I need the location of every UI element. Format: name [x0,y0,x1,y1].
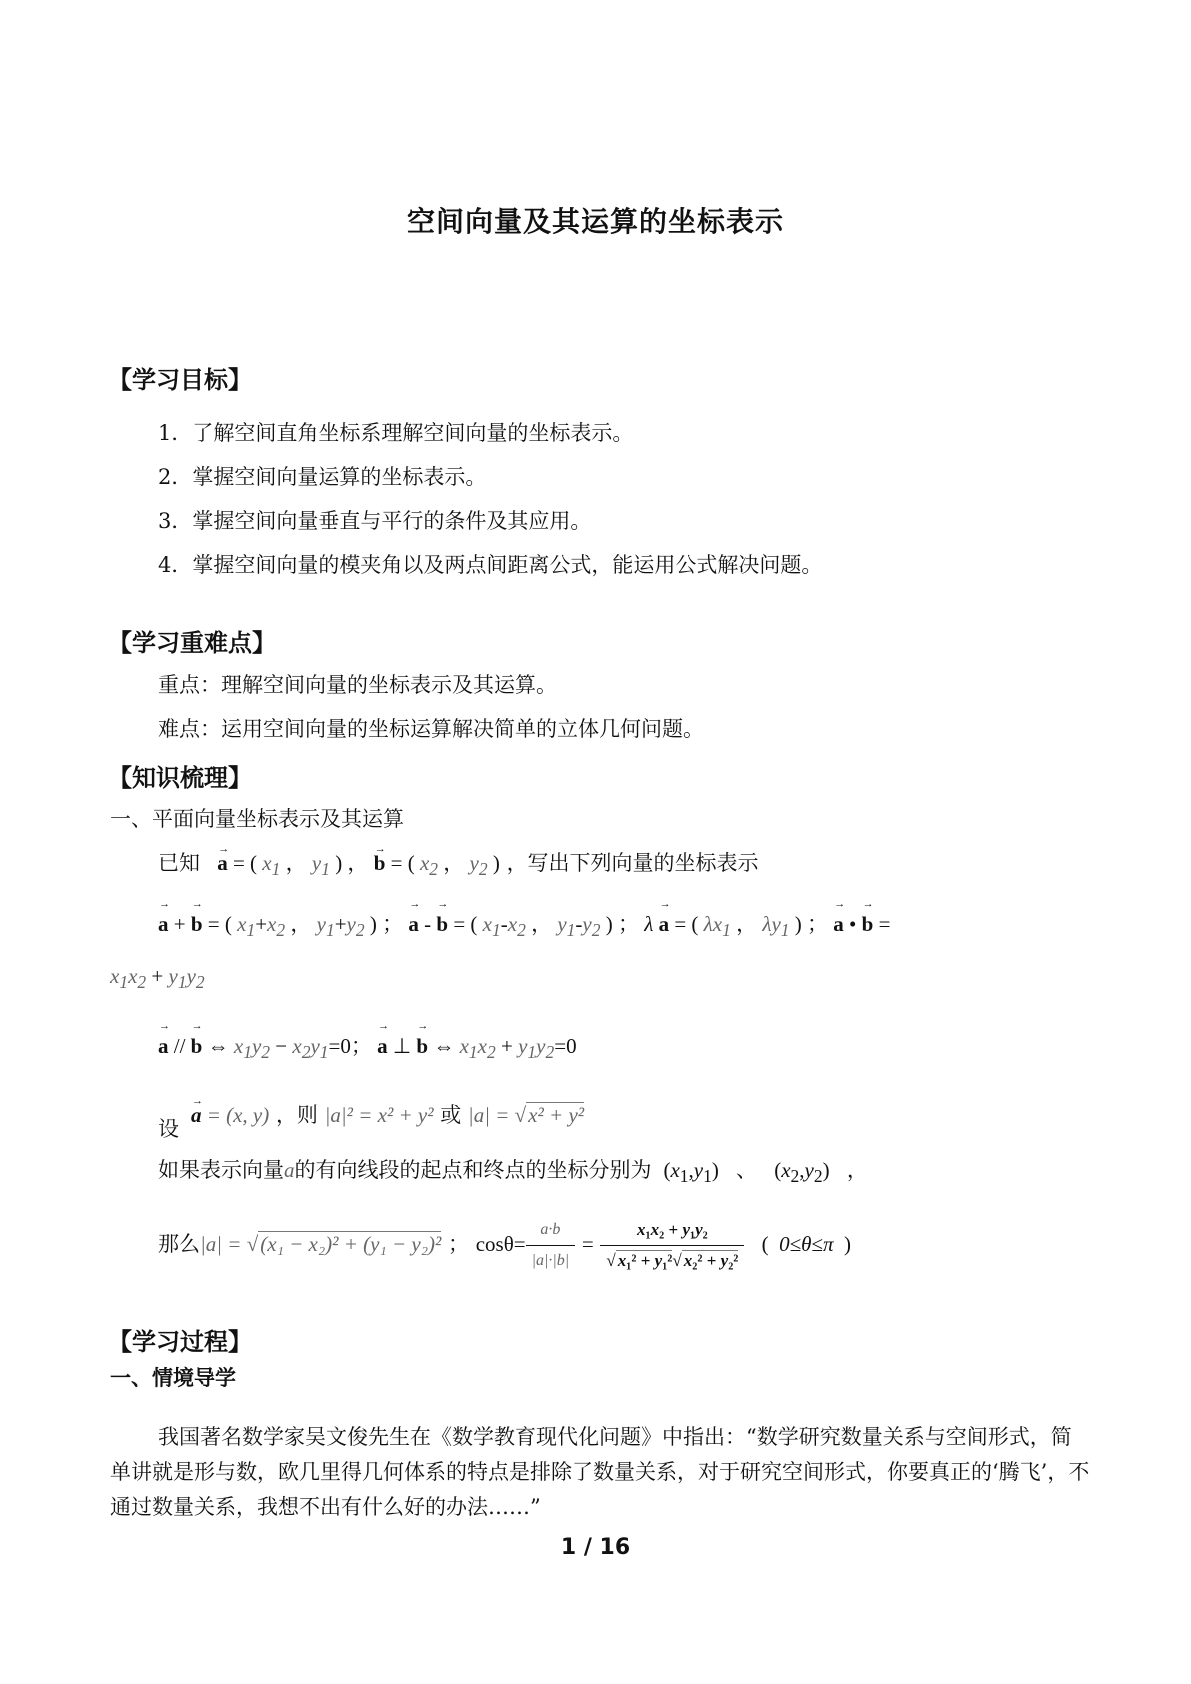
given-line [158,848,759,884]
end-comma: ， [846,1158,868,1182]
given-vectors: → a = ( $x_1$ ， $y_1$ ) ， → b = ( $x_2$ ， $y_2$ ) [207,851,500,875]
then-label: ，则 [275,1103,318,1127]
objective-item-1: 1．了解空间直角坐标系理解空间向量的坐标表示。 [158,421,634,445]
segment-endpoints-line: 如果表示向量a的有向线段的起点和终点的坐标分别为 $(x_1,y_1)$ 、 $(x_2,y_2)$ ， [158,1158,868,1187]
page-number: 1 / 16 [560,1535,631,1560]
process-header: 【学习过程】 [108,1328,252,1356]
separator-comma: 、 [736,1158,758,1182]
cos-label: cosθ= [475,1232,526,1256]
distance-cosine-line: 那么|a| = √(x₁ − x₂)² + (y₁ − y₂)² ； cosθ= $\frac{a\cdot b}{|a|\cdot|b|}$ = $\frac{\text{x₁x₂ + y₁y₂}}{\text{√ x₁² + y₁²√ x₂² + y₂²}}$ ( 0≤θ≤π ) [158,1215,851,1285]
quote-paragraph: 我国著名数学家吴文俊先生在《数学教育现代化问题》中指出：“数学研究数量关系与空间形式，简单讲就是形与数，欧几里得几何体系的特点是排除了数量关系，对于研究空间形式，你要真正的‘腾飞’，不通过数量关系，我想不出有什么好的办法……” [110,1425,1090,1519]
difficulty-text: 难点：运用空间向量的坐标运算解决简单的立体几何问题。 [158,717,704,741]
knowledge-subheading: 一、平面向量坐标表示及其运算 [110,807,404,831]
objective-item-4: 4．掌握空间向量的模夹角以及两点间距离公式，能运用公式解决问题。 [158,553,823,577]
vector-operations-line: → a + → b = ( $x_1+x_2$ ， $y_1+y_2$ ) ； → a - → b = ( $x_1-x_2$ ， $y_1-y_2$ ) ； λ → a = ( $\lambda x_1$ ， $\lambda y_1$ ) ； → a • → b = [158,908,890,941]
or-label: 或 [440,1103,462,1127]
given-suffix: ，写出下列向量的坐标表示 [506,851,759,875]
segment-text: 如果表示向量 [158,1158,284,1182]
page-title: 空间向量及其运算的坐标表示 [406,205,784,238]
dot-product-result: $x_1x_2 + y_1y_2$ [110,964,205,993]
objective-item-2: 2．掌握空间向量运算的坐标表示。 [158,465,487,489]
given-prefix: 已知 [158,851,200,875]
segment-text-2: 的有向线段的起点和终点的坐标分别为 [294,1158,652,1182]
then2-label: 那么 [158,1232,200,1256]
objectives-header: 【学习目标】 [108,366,252,394]
objective-item-3: 3．掌握空间向量垂直与平行的条件及其应用。 [158,509,592,533]
set-label: 设 [158,1117,179,1141]
key-point-text: 重点：理解空间向量的坐标表示及其运算。 [158,673,557,697]
angle-range: 0≤θ≤π [779,1232,834,1256]
process-subheading: 一、情境导学 [110,1366,236,1390]
keypoints-header: 【学习重难点】 [108,629,276,657]
magnitude-line: 设 → a = (x, y) ，则 |a|² = x² + y² 或 |a| = √x² + y² [158,1100,584,1130]
parallel-perpendicular-line: → a // → b ⇔ $x_1y_2 - x_2y_1=0$； → a ⊥ → b ⇔ $x_1x_2 + y_1y_2=0$ [158,1030,577,1063]
knowledge-header: 【知识梳理】 [108,764,252,792]
